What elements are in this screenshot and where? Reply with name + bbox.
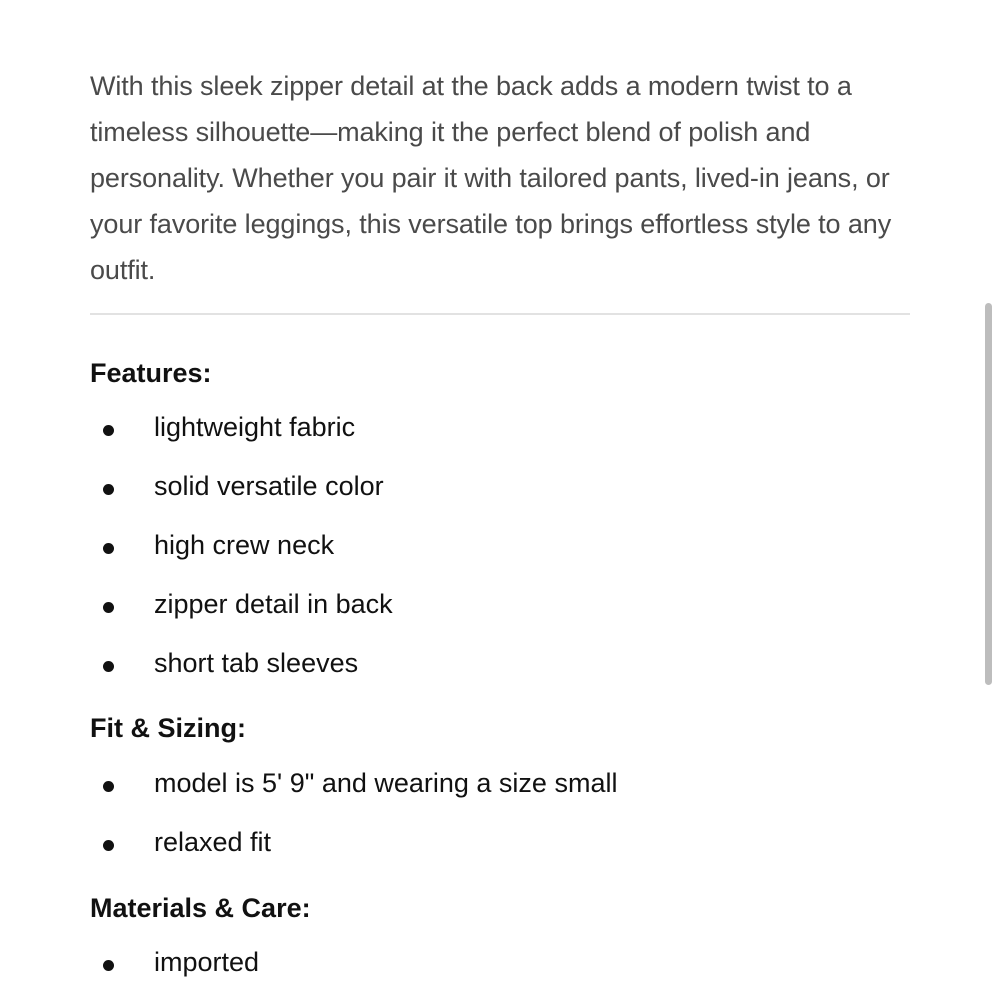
bullet-icon	[103, 661, 114, 672]
list-item	[90, 820, 910, 879]
list-item	[90, 405, 910, 464]
bullet-icon	[103, 543, 114, 554]
list-item	[90, 761, 910, 820]
list-item-text: short tab sleeves	[154, 648, 359, 678]
bullet-icon	[103, 425, 114, 436]
list-item	[90, 940, 910, 999]
list-item	[90, 582, 910, 641]
fit-sizing-heading: Fit & Sizing:	[90, 713, 246, 743]
materials-care-list	[90, 940, 910, 999]
list-item-text: high crew neck	[154, 530, 335, 560]
list-item-text: lightweight fabric	[154, 412, 356, 442]
scrollbar[interactable]	[985, 303, 992, 685]
divider	[90, 313, 910, 315]
bullet-icon	[103, 781, 114, 792]
features-heading: Features:	[90, 358, 212, 388]
list-item-text: imported	[154, 947, 260, 977]
list-item	[90, 641, 910, 700]
bullet-icon	[103, 484, 114, 495]
features-list	[90, 405, 910, 700]
list-item-text: solid versatile color	[154, 471, 384, 501]
bullet-icon	[103, 960, 114, 971]
list-item-text: zipper detail in back	[154, 589, 393, 619]
list-item-text: model is 5' 9" and wearing a size small	[154, 768, 618, 798]
list-item	[90, 523, 910, 582]
product-description: With this sleek zipper detail at the back adds a modern twist to a timeless silhouette—making it the perfect blend of polish and personality. Whether you pair it with tailored pants, lived-in jeans, or your favorite leggings, this versatile top brings effortless style to any outfit.	[90, 71, 892, 285]
materials-care-heading: Materials & Care:	[90, 893, 311, 923]
list-item	[90, 464, 910, 523]
list-item-text: relaxed fit	[154, 827, 272, 857]
bullet-icon	[103, 840, 114, 851]
fit-sizing-list	[90, 761, 910, 879]
bullet-icon	[103, 602, 114, 613]
